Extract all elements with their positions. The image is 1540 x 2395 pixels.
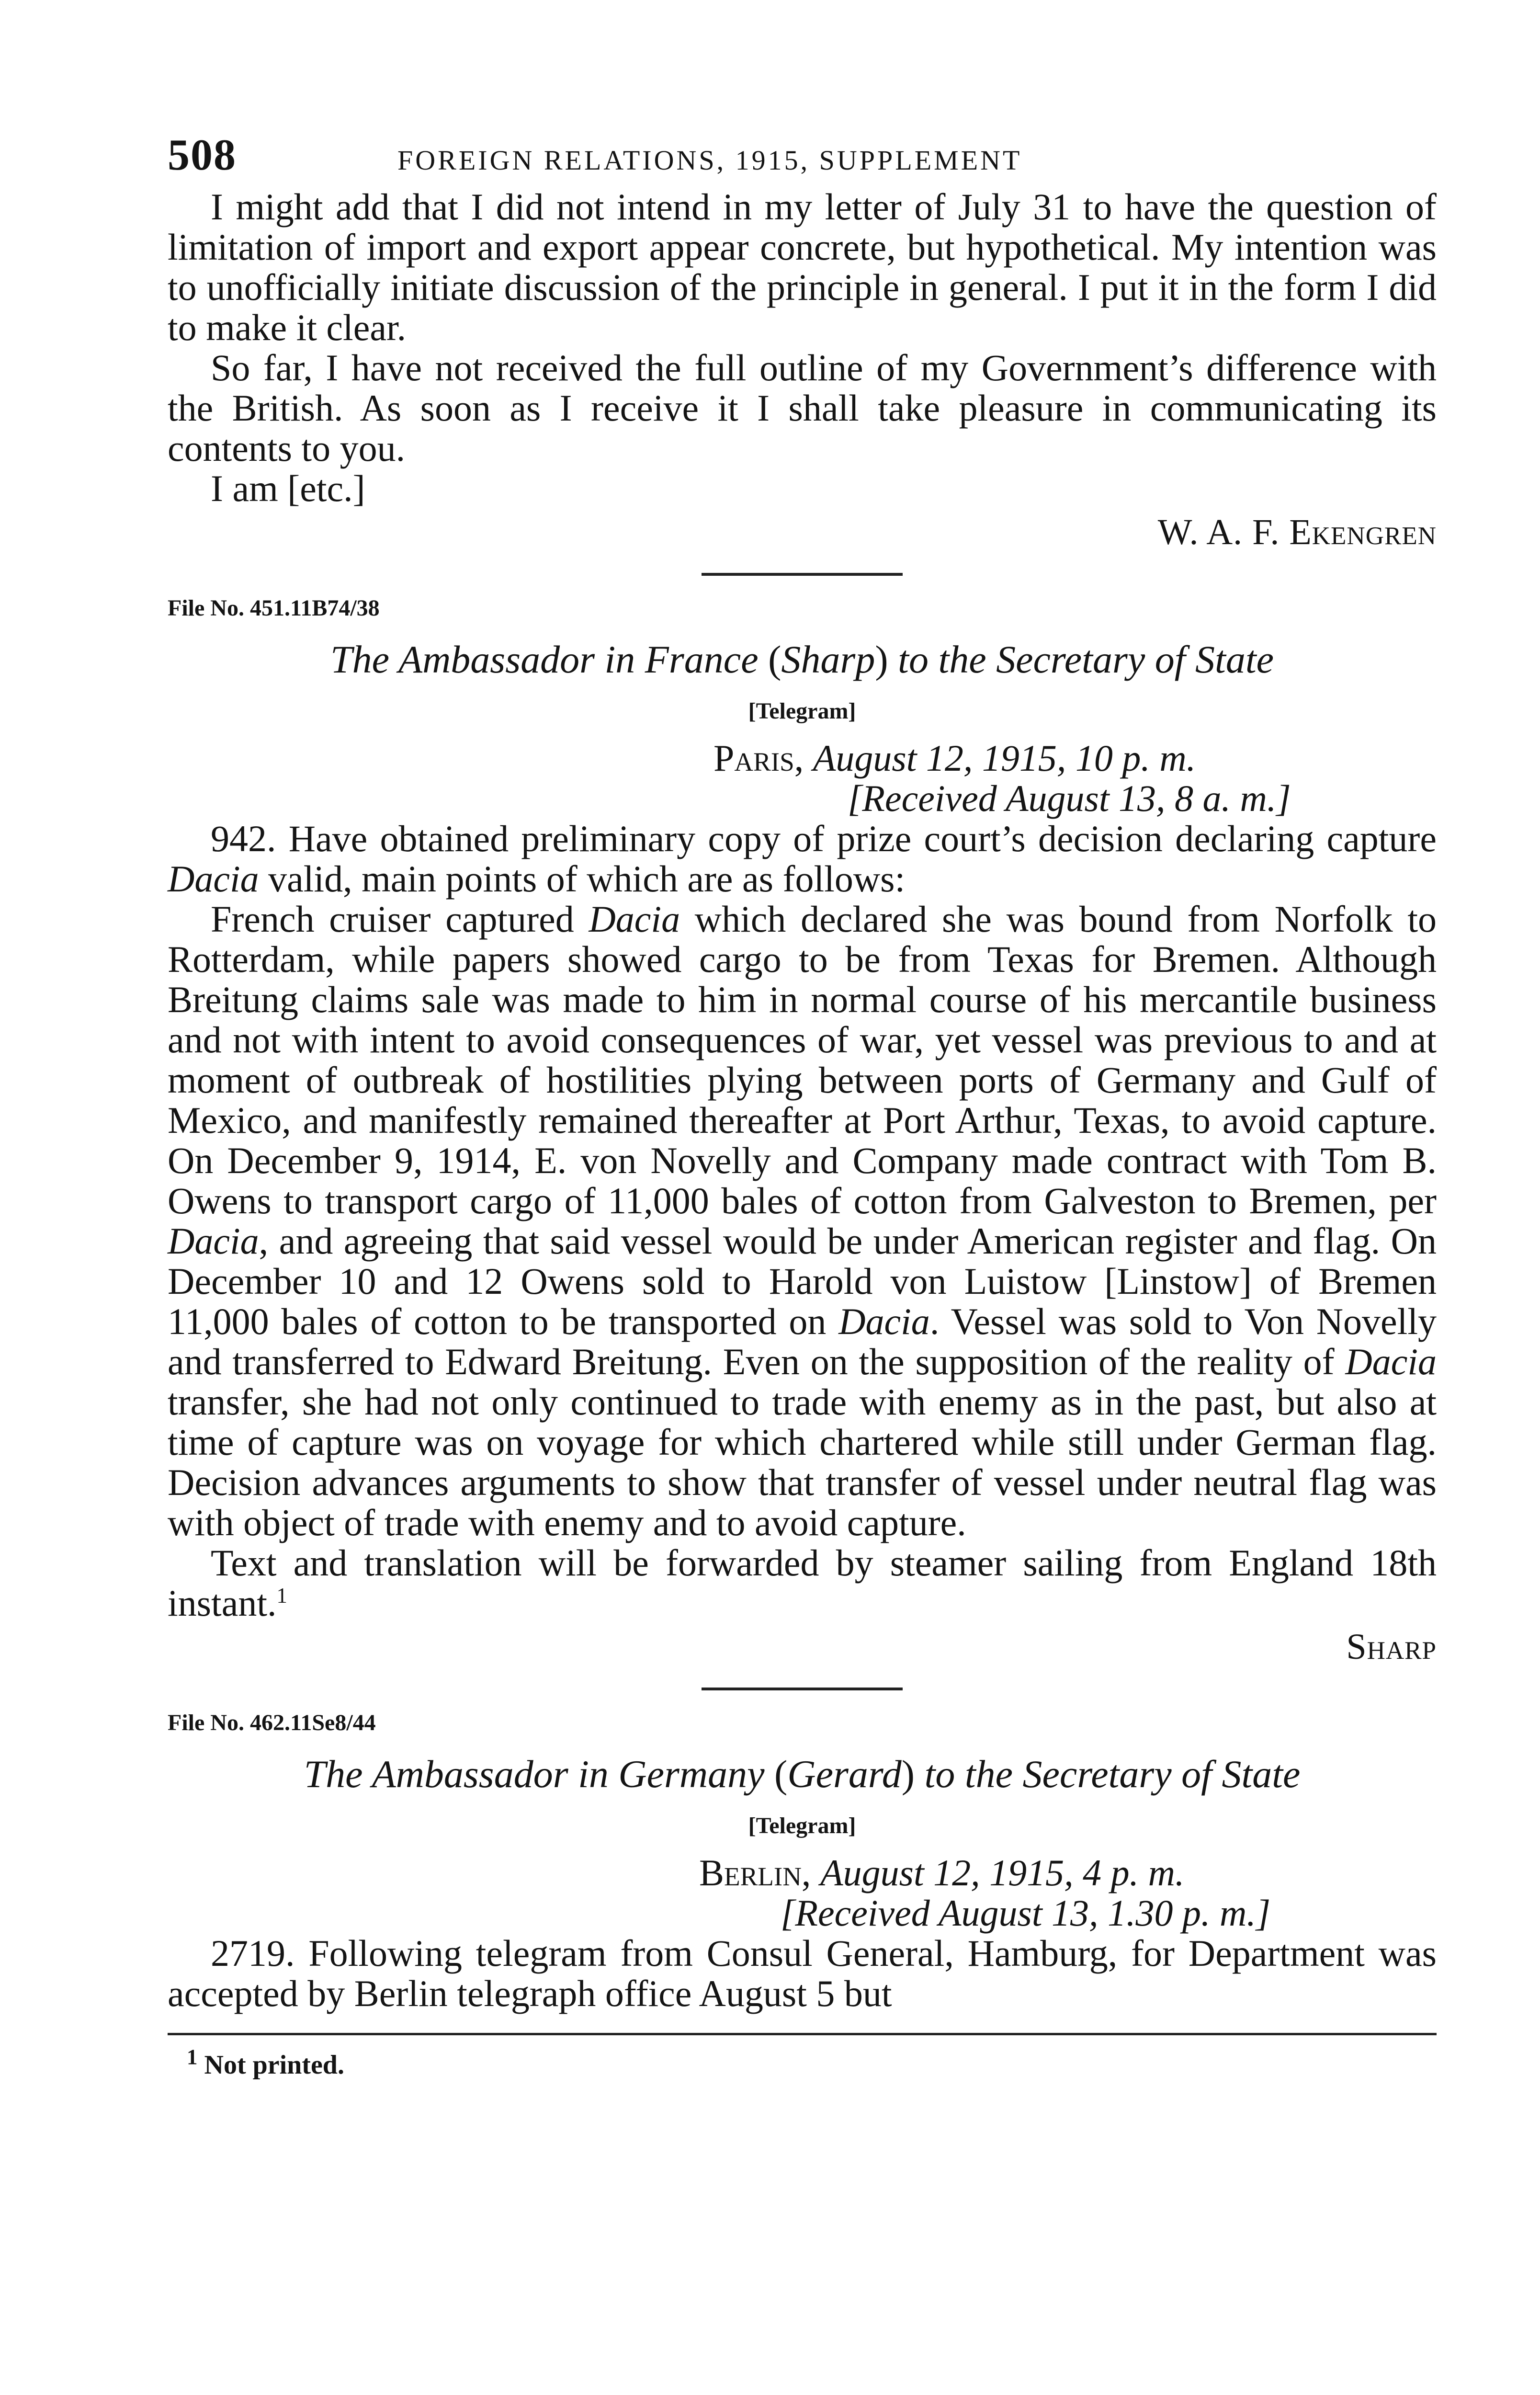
paragraph-number: 942. (211, 818, 276, 859)
running-title: FOREIGN RELATIONS, 1915, SUPPLEMENT (397, 145, 1022, 176)
text: , and agreeing that said vessel would be under American register and flag. On December 10 and 12 Owens sold to Harold von Luistow [Linstow] of Bremen 11,000 bales of cotton to be transported on (168, 1220, 1437, 1342)
ship-name: Dacia (589, 898, 680, 940)
text: transfer, she had not only continued to trade with enemy as in the past, but also at time of capture was on voyage for which chartered while still under German flag. Decision advances arguments to show that transfer of vessel under neutral flag was with object of trade with enemy and to avoid capture. (168, 1381, 1437, 1543)
received-line: [Received August 13, 1.30 p. m.] (781, 1892, 1271, 1934)
file-number: File No. 462.11Se8/44 (168, 1710, 376, 1735)
footnote-marker: 1 (187, 2045, 198, 2069)
paragraph: I might add that I did not intend in my letter of July 31 to have the question of limitation of import and export appear concrete, but hypothetical. My intention was to unofficially initiate discussion of the principle in general. I put it in the form I did to make it clear. (168, 186, 1437, 348)
place: Berlin, (699, 1852, 811, 1893)
document-title: The Ambassador in Germany (Gerard) to the Secretary of State (304, 1752, 1301, 1796)
received-line: [Received August 13, 8 a. m.] (848, 777, 1291, 819)
text: valid, main points of which are as follows: (268, 858, 906, 900)
dateline (713, 738, 1437, 778)
dateline (699, 1853, 1437, 1893)
text: French cruiser captured (211, 898, 574, 940)
text: which declared she was bound from Norfolk to Rotterdam, while papers showed cargo to be from Texas for Bremen. Although Breitung claims sale was made to him in normal course of his mercantile business and not with intent to avoid consequences of war, yet vessel was previous to and at moment of outbreak of hostilities plying between ports of Germany and Gulf of Mexico, and manifestly remained thereafter at Port Arthur, Texas, to avoid capture. On December 9, 1914, E. von Novelly and Company made contract with Tom B. Owens to transport cargo of 11,000 bales of cotton from Galveston to Bremen, per (168, 898, 1437, 1221)
page-header (168, 129, 1437, 187)
title-text: to the Secretary of State (924, 1752, 1301, 1796)
footnote (187, 2045, 1437, 2080)
footnote-text: Not printed. (204, 2050, 344, 2080)
paragraph: 2719. Following telegram from Consul General, Hamburg, for Department was accepted by Berlin telegraph office August 5 but (168, 1932, 1437, 2014)
document-title: The Ambassador in France (Sharp) to the Secretary of State (330, 638, 1274, 681)
date: August 12, 1915, 4 p. m. (820, 1852, 1185, 1893)
section-divider (702, 573, 903, 576)
paragraph (168, 819, 1437, 899)
telegram-label: [Telegram] (748, 698, 856, 724)
ship-name: Dacia (1345, 1341, 1437, 1382)
file-number: File No. 451.11B74/38 (168, 595, 380, 621)
ship-name: Dacia (838, 1300, 930, 1342)
paragraph: So far, I have not received the full outline of my Government’s difference with the British. As soon as I receive it I shall take pleasure in communicating its contents to you. (168, 347, 1437, 469)
page (168, 129, 1437, 2080)
text: Have obtained preliminary copy of prize court’s decision declaring capture (288, 818, 1437, 859)
text: . Vessel was sold to Von Novelly and transferred to Edward Breitung. Even on the supposition of the reality of (168, 1300, 1437, 1382)
title-name: Sharp (781, 638, 875, 681)
paragraph (168, 1543, 1437, 1623)
title-text: The Ambassador in Germany (304, 1752, 765, 1796)
paragraph (168, 899, 1437, 1543)
footnote-divider (168, 2033, 1437, 2035)
title-name: Gerard (787, 1752, 902, 1796)
place: Paris, (713, 737, 804, 779)
text: Text and translation will be forwarded by steamer sailing from England 18th instant. (168, 1542, 1437, 1624)
ship-name: Dacia (168, 1220, 259, 1262)
title-text: to the Secretary of State (898, 638, 1274, 681)
footnote-ref: 1 (276, 1584, 287, 1608)
closing: I am [etc.] (211, 468, 365, 509)
page-number: 508 (168, 130, 237, 179)
date: August 12, 1915, 10 p. m. (813, 737, 1196, 779)
signature: W. A. F. Ekengren (1157, 512, 1437, 552)
telegram-label: [Telegram] (748, 1813, 856, 1838)
ship-name: Dacia (168, 858, 259, 900)
section-divider (702, 1688, 903, 1690)
title-text: The Ambassador in France (330, 638, 759, 681)
signature: Sharp (1346, 1627, 1437, 1667)
